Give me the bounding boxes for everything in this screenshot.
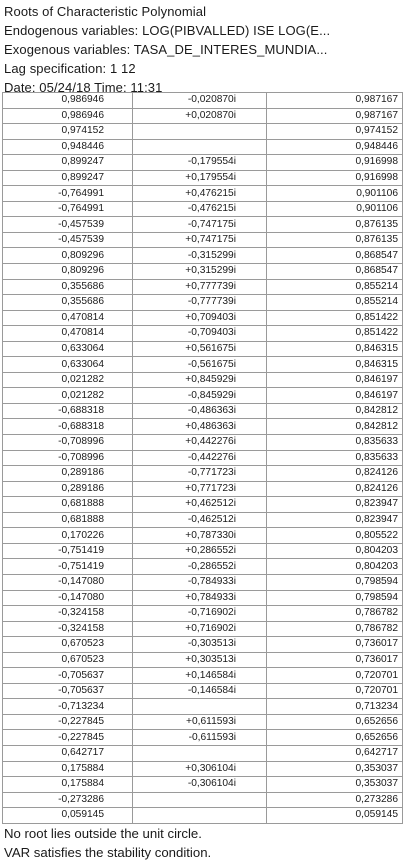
root-imaginary-cell: +0,442276i	[133, 435, 267, 451]
root-real-cell: 0,948446	[3, 139, 133, 155]
table-row	[3, 450, 403, 466]
root-imaginary-cell: +0,306104i	[133, 761, 267, 777]
root-real-cell: 0,670523	[3, 637, 133, 653]
table-row	[3, 341, 403, 357]
root-real-cell: -0,324158	[3, 606, 133, 622]
root-imaginary-cell: +0,747175i	[133, 232, 267, 248]
root-real-cell: -0,764991	[3, 201, 133, 217]
root-modulus-cell: 0,876135	[267, 217, 403, 233]
table-row	[3, 279, 403, 295]
root-modulus-cell: 0,846197	[267, 388, 403, 404]
root-modulus-cell: 0,736017	[267, 652, 403, 668]
root-imaginary-cell	[133, 699, 267, 715]
table-row	[3, 295, 403, 311]
root-imaginary-cell: +0,303513i	[133, 652, 267, 668]
table-row	[3, 217, 403, 233]
root-modulus-cell: 0,353037	[267, 777, 403, 793]
exogenous-variables-label: Exogenous variables: TASA_DE_INTERES_MUNDIA...	[4, 42, 328, 57]
root-real-cell: 0,633064	[3, 341, 133, 357]
table-row	[3, 139, 403, 155]
root-real-cell: -0,705637	[3, 683, 133, 699]
table-row	[3, 512, 403, 528]
root-real-cell: 0,289186	[3, 466, 133, 482]
root-modulus-cell: 0,720701	[267, 683, 403, 699]
root-real-cell: 0,899247	[3, 155, 133, 171]
root-real-cell: -0,751419	[3, 543, 133, 559]
table-row	[3, 590, 403, 606]
table-row	[3, 606, 403, 622]
root-real-cell: -0,708996	[3, 450, 133, 466]
root-imaginary-cell: +0,476215i	[133, 186, 267, 202]
root-modulus-cell: 0,804203	[267, 543, 403, 559]
table-row	[3, 357, 403, 373]
root-modulus-cell: 0,798594	[267, 590, 403, 606]
root-real-cell: -0,457539	[3, 217, 133, 233]
root-modulus-cell: 0,868547	[267, 264, 403, 280]
root-modulus-cell: 0,652656	[267, 714, 403, 730]
root-real-cell: 0,470814	[3, 310, 133, 326]
root-imaginary-cell: +0,771723i	[133, 481, 267, 497]
root-imaginary-cell: +0,716902i	[133, 621, 267, 637]
table-row	[3, 419, 403, 435]
root-modulus-cell: 0,901106	[267, 186, 403, 202]
root-modulus-cell: 0,353037	[267, 761, 403, 777]
roots-table	[2, 92, 403, 824]
root-modulus-cell: 0,798594	[267, 574, 403, 590]
table-row	[3, 264, 403, 280]
root-real-cell: -0,705637	[3, 668, 133, 684]
root-real-cell: 0,681888	[3, 497, 133, 513]
table-row	[3, 559, 403, 575]
root-imaginary-cell: -0,845929i	[133, 388, 267, 404]
root-real-cell: 0,986946	[3, 93, 133, 109]
table-row	[3, 201, 403, 217]
root-modulus-cell: 0,824126	[267, 466, 403, 482]
table-row	[3, 186, 403, 202]
root-real-cell: 0,021282	[3, 372, 133, 388]
root-modulus-cell: 0,846197	[267, 372, 403, 388]
root-imaginary-cell: +0,146584i	[133, 668, 267, 684]
root-real-cell: -0,688318	[3, 403, 133, 419]
root-real-cell: -0,751419	[3, 559, 133, 575]
table-row	[3, 574, 403, 590]
root-modulus-cell: 0,846315	[267, 341, 403, 357]
root-real-cell: 0,899247	[3, 170, 133, 186]
root-real-cell: 0,175884	[3, 777, 133, 793]
root-real-cell: 0,681888	[3, 512, 133, 528]
root-real-cell: 0,355686	[3, 295, 133, 311]
table-row	[3, 808, 403, 824]
root-imaginary-cell: +0,845929i	[133, 372, 267, 388]
table-row	[3, 761, 403, 777]
root-modulus-cell: 0,642717	[267, 745, 403, 761]
root-modulus-cell: 0,987167	[267, 93, 403, 109]
root-modulus-cell: 0,835633	[267, 435, 403, 451]
root-imaginary-cell: +0,486363i	[133, 419, 267, 435]
root-real-cell: -0,147080	[3, 590, 133, 606]
unit-circle-note: No root lies outside the unit circle.	[4, 826, 202, 841]
root-imaginary-cell: +0,611593i	[133, 714, 267, 730]
root-modulus-cell: 0,987167	[267, 108, 403, 124]
root-imaginary-cell: -0,462512i	[133, 512, 267, 528]
root-real-cell: -0,324158	[3, 621, 133, 637]
table-row	[3, 668, 403, 684]
root-real-cell: 0,670523	[3, 652, 133, 668]
root-imaginary-cell: -0,179554i	[133, 155, 267, 171]
root-modulus-cell: 0,786782	[267, 606, 403, 622]
root-modulus-cell: 0,855214	[267, 279, 403, 295]
root-imaginary-cell: -0,611593i	[133, 730, 267, 746]
root-modulus-cell: 0,846315	[267, 357, 403, 373]
root-imaginary-cell: -0,486363i	[133, 403, 267, 419]
table-row	[3, 372, 403, 388]
root-real-cell: 0,470814	[3, 326, 133, 342]
root-imaginary-cell: -0,771723i	[133, 466, 267, 482]
root-real-cell: -0,688318	[3, 419, 133, 435]
root-modulus-cell: 0,059145	[267, 808, 403, 824]
root-real-cell: 0,289186	[3, 481, 133, 497]
root-modulus-cell: 0,823947	[267, 512, 403, 528]
table-row	[3, 310, 403, 326]
table-row	[3, 481, 403, 497]
root-real-cell: 0,355686	[3, 279, 133, 295]
root-modulus-cell: 0,851422	[267, 310, 403, 326]
root-modulus-cell: 0,652656	[267, 730, 403, 746]
root-imaginary-cell: +0,179554i	[133, 170, 267, 186]
output-footer	[4, 824, 402, 862]
table-row	[3, 124, 403, 140]
table-row	[3, 699, 403, 715]
table-row	[3, 528, 403, 544]
roots-table-body	[3, 93, 403, 824]
table-row	[3, 792, 403, 808]
root-modulus-cell: 0,842812	[267, 419, 403, 435]
output-title: Roots of Characteristic Polynomial	[4, 4, 207, 19]
root-real-cell: 0,642717	[3, 745, 133, 761]
root-real-cell: 0,809296	[3, 264, 133, 280]
root-imaginary-cell: -0,306104i	[133, 777, 267, 793]
root-imaginary-cell: -0,784933i	[133, 574, 267, 590]
output-header	[4, 2, 402, 97]
table-row	[3, 108, 403, 124]
table-row	[3, 714, 403, 730]
root-real-cell: -0,273286	[3, 792, 133, 808]
root-imaginary-cell	[133, 808, 267, 824]
root-imaginary-cell: -0,442276i	[133, 450, 267, 466]
table-row	[3, 435, 403, 451]
root-real-cell: -0,764991	[3, 186, 133, 202]
root-modulus-cell: 0,916998	[267, 170, 403, 186]
root-imaginary-cell: +0,787330i	[133, 528, 267, 544]
root-imaginary-cell: -0,146584i	[133, 683, 267, 699]
root-real-cell: -0,713234	[3, 699, 133, 715]
root-modulus-cell: 0,805522	[267, 528, 403, 544]
root-modulus-cell: 0,876135	[267, 232, 403, 248]
table-row	[3, 652, 403, 668]
root-imaginary-cell: +0,784933i	[133, 590, 267, 606]
root-imaginary-cell: -0,747175i	[133, 217, 267, 233]
root-imaginary-cell: +0,777739i	[133, 279, 267, 295]
root-real-cell: 0,175884	[3, 761, 133, 777]
root-real-cell: -0,708996	[3, 435, 133, 451]
root-real-cell: -0,227845	[3, 714, 133, 730]
root-real-cell: 0,809296	[3, 248, 133, 264]
root-modulus-cell: 0,851422	[267, 326, 403, 342]
root-imaginary-cell: +0,709403i	[133, 310, 267, 326]
table-row	[3, 170, 403, 186]
root-imaginary-cell: -0,286552i	[133, 559, 267, 575]
root-real-cell: -0,147080	[3, 574, 133, 590]
table-row	[3, 683, 403, 699]
root-modulus-cell: 0,720701	[267, 668, 403, 684]
table-row	[3, 637, 403, 653]
root-imaginary-cell	[133, 745, 267, 761]
root-real-cell: 0,170226	[3, 528, 133, 544]
root-imaginary-cell	[133, 124, 267, 140]
root-modulus-cell: 0,901106	[267, 201, 403, 217]
table-row	[3, 543, 403, 559]
root-real-cell: -0,457539	[3, 232, 133, 248]
root-modulus-cell: 0,855214	[267, 295, 403, 311]
root-modulus-cell: 0,948446	[267, 139, 403, 155]
root-modulus-cell: 0,786782	[267, 621, 403, 637]
table-row	[3, 248, 403, 264]
table-row	[3, 466, 403, 482]
root-imaginary-cell: -0,709403i	[133, 326, 267, 342]
root-modulus-cell: 0,273286	[267, 792, 403, 808]
root-real-cell: 0,021282	[3, 388, 133, 404]
lag-specification-label: Lag specification: 1 12	[4, 61, 136, 76]
root-imaginary-cell: +0,020870i	[133, 108, 267, 124]
root-imaginary-cell: -0,303513i	[133, 637, 267, 653]
table-row	[3, 777, 403, 793]
root-imaginary-cell	[133, 139, 267, 155]
root-modulus-cell: 0,916998	[267, 155, 403, 171]
root-modulus-cell: 0,804203	[267, 559, 403, 575]
table-row	[3, 388, 403, 404]
root-imaginary-cell	[133, 792, 267, 808]
table-row	[3, 326, 403, 342]
root-modulus-cell: 0,868547	[267, 248, 403, 264]
root-real-cell: 0,059145	[3, 808, 133, 824]
table-row	[3, 730, 403, 746]
root-modulus-cell: 0,823947	[267, 497, 403, 513]
stability-note: VAR satisfies the stability condition.	[4, 845, 212, 860]
root-real-cell: -0,227845	[3, 730, 133, 746]
root-modulus-cell: 0,842812	[267, 403, 403, 419]
date-time-label: Date: 05/24/18 Time: 11:31	[4, 80, 163, 95]
root-imaginary-cell: -0,777739i	[133, 295, 267, 311]
root-real-cell: 0,986946	[3, 108, 133, 124]
root-modulus-cell: 0,835633	[267, 450, 403, 466]
root-modulus-cell: 0,736017	[267, 637, 403, 653]
root-imaginary-cell: +0,315299i	[133, 264, 267, 280]
root-modulus-cell: 0,824126	[267, 481, 403, 497]
table-row	[3, 621, 403, 637]
table-row	[3, 403, 403, 419]
root-modulus-cell: 0,713234	[267, 699, 403, 715]
root-real-cell: 0,974152	[3, 124, 133, 140]
root-modulus-cell: 0,974152	[267, 124, 403, 140]
root-imaginary-cell: -0,716902i	[133, 606, 267, 622]
root-imaginary-cell: +0,286552i	[133, 543, 267, 559]
root-real-cell: 0,633064	[3, 357, 133, 373]
root-imaginary-cell: +0,561675i	[133, 341, 267, 357]
table-row	[3, 155, 403, 171]
table-row	[3, 93, 403, 109]
table-row	[3, 745, 403, 761]
root-imaginary-cell: +0,462512i	[133, 497, 267, 513]
table-row	[3, 232, 403, 248]
table-row	[3, 497, 403, 513]
endogenous-variables-label: Endogenous variables: LOG(PIBVALLED) ISE LOG(E...	[4, 23, 331, 38]
root-imaginary-cell: -0,315299i	[133, 248, 267, 264]
root-imaginary-cell: -0,020870i	[133, 93, 267, 109]
root-imaginary-cell: -0,476215i	[133, 201, 267, 217]
root-imaginary-cell: -0,561675i	[133, 357, 267, 373]
